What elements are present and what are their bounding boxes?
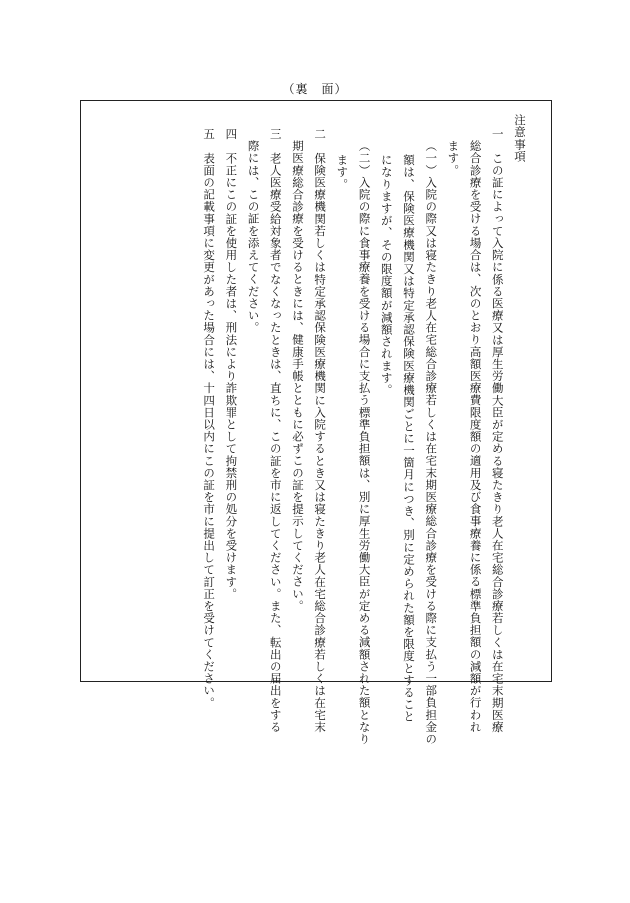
note-item-1-line-3: ます。 xyxy=(446,140,461,177)
note-subitem-2-line-1: （二）入院の際に食事療養を受ける場合に支払う標準負担額は、別に厚生労働大臣が定める減額された額となり xyxy=(357,140,372,745)
note-item-5-line-1: 五 表面の記載事項に変更があった場合には、十四日以内にこの証を市に提出して訂正を受けてください。 xyxy=(202,128,217,709)
note-item-2-line-2: 期医療総合診療を受けるときには、健康手帳とともに必ずこの証を提示してください。 xyxy=(290,140,305,612)
note-subitem-1-line-3: になりますが、その限度額が減額されます。 xyxy=(379,154,394,396)
page-title: （裏 面） xyxy=(282,82,348,96)
note-subitem-1-line-1: （一）入院の際又は寝たきり老人在宅総合診療若しくは在宅末期医療総合診療を受ける際に支払う一部負担金の xyxy=(424,140,439,745)
note-item-4-line-1: 四 不正にこの証を使用した者は、刑法により詐欺罪として拘禁刑の処分を受けます。 xyxy=(224,128,239,600)
note-subitem-2-line-2: ます。 xyxy=(335,154,350,191)
note-item-3-line-1: 三 老人医療受給対象者でなくなったときは、直ちに、この証を市に返してください。また、転出の届出をする xyxy=(268,128,283,733)
notes-heading: 注意事項 xyxy=(513,114,527,163)
note-item-1-line-2: 総合診療を受ける場合は、次のとおり高額医療費限度額の適用及び食事療養に係る標準負担額の減額が行われ xyxy=(468,140,483,733)
note-item-3-line-2: 際には、この証を添えてください。 xyxy=(246,140,261,334)
notice-box xyxy=(80,100,552,745)
note-item-2-line-1: 二 保険医療機関若しくは特定承認保険医療機関に入院するとき又は寝たきり老人在宅総合診療若しくは在宅末 xyxy=(313,128,328,733)
notes-body xyxy=(198,114,531,745)
note-item-1-line-1: 一 この証によって入院に係る医療又は厚生労働大臣が定める寝たきり老人在宅総合診療若しくは在宅末期医療 xyxy=(490,128,505,733)
note-subitem-1-line-2: 額は、保険医療機関又は特定承認保険医療機関ごとに一箇月につき、別に定められた額を限度とすること xyxy=(401,154,416,723)
